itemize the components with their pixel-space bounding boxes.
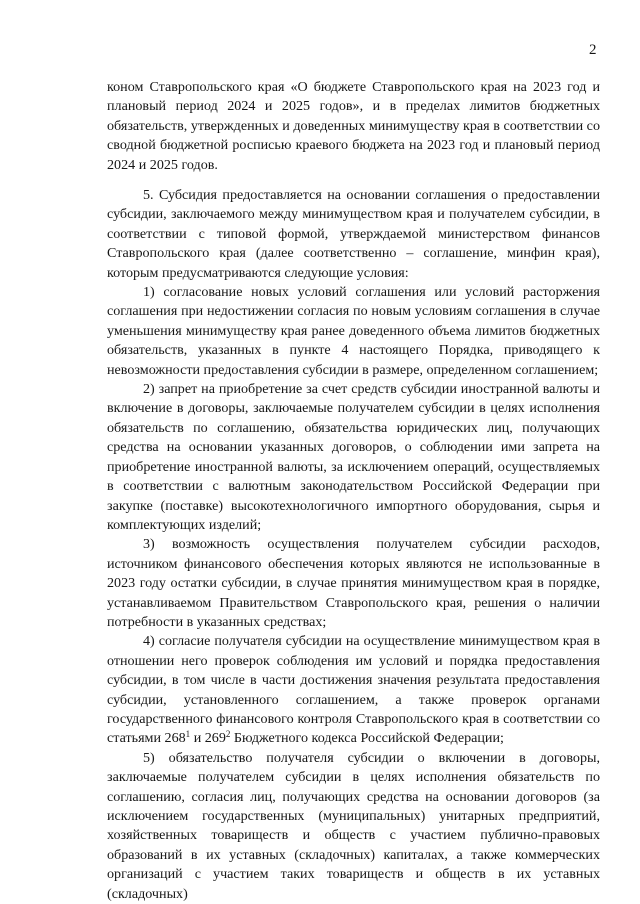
condition-item-1: 1) согласование новых условий соглашения или условий расторжения соглашения при недостижении согласия по новым условиям соглашения в случае уменьшения минимуществу края ранее доведенного объема лимитов бюджетных обязательств, указанных в пункте 4 настоящего Порядка, приводящего к невозможности предоставления субсидии в размере, определенном соглашением; xyxy=(107,284,600,378)
condition-item-5: 5) обязательство получателя субсидии о включении в договоры, заключаемые получателем субсидии в целях исполнения обязательств по соглашению, согласия лиц, получающих средства на основании договоров (за исключением государственных (муниципальных) унитарных предприятий, хозяйственных товариществ и обществ с участием публично-правовых образований в их уставных (складочных) капиталах, а также коммерческих организаций с участием таких товариществ и обществ в их уставных (складочных) xyxy=(107,749,600,902)
item-4-text-start: 4) согласие получателя субсидии на осуществление минимуществом края в отношении него проверок соблюдения им условий и порядка предоставления субсидии, в том числе в части достижения значения результата предоставления субсидии, установленного соглашением, а также проверок органами государственного финансового контроля Ставропольского края в соответствии со статьями 268 xyxy=(107,633,600,747)
condition-item-2: 2) запрет на приобретение за счет средств субсидии иностранной валюты и включение в договоры, заключаемые получателем субсидии в целях исполнения обязательств по соглашению, обязательства юридических лиц, получающих средства на основании указанных договоров, о соблюдении ими запрета на приобретение иностранной валюты, за исключением операций, осуществляемых в соответствии с валютным законодательством Российской Федерации при закупке (поставке) высокотехнологичного импортного оборудования, сырья и комплектующих изделий; xyxy=(107,381,600,533)
item-4-text-end: Бюджетного кодекса Российской Федерации; xyxy=(230,730,504,747)
item-4-text-middle: и 269 xyxy=(190,730,226,747)
article-superscript-2: 2 xyxy=(225,729,231,740)
condition-item-3: 3) возможность осуществления получателем субсидии расходов, источником финансового обеспечения которых являются не использованные в 2023 году остатки субсидии, в случае принятия минимуществом края в порядке, устанавливаемом Правительством Ставропольского края, решения о наличии потребности в указанных средствах; xyxy=(107,536,600,630)
continuation-paragraph: коном Ставропольского края «О бюджете Ставропольского края на 2023 год и плановый период 2024 и 2025 годов», и в пределах лимитов бюджетных обязательств, утвержденных и доведенных минимуществу края в соответствии со сводной бюджетной росписью краевого бюджета на 2023 год и плановый период 2024 и 2025 годов. xyxy=(107,79,600,173)
section-5-intro: 5. Субсидия предоставляется на основании соглашения о предоставлении субсидии, заключаемого между минимуществом края и получателем субсидии, в соответствии с типовой формой, утверждаемой министерством финансов Ставропольского края (далее соответственно – соглашение, минфин края), которым предусматриваются следующие условия: xyxy=(107,187,600,281)
section-5 xyxy=(107,186,600,904)
page-number: 2 xyxy=(589,42,597,58)
condition-item-4 xyxy=(107,632,600,748)
article-superscript-1: 1 xyxy=(185,729,191,740)
